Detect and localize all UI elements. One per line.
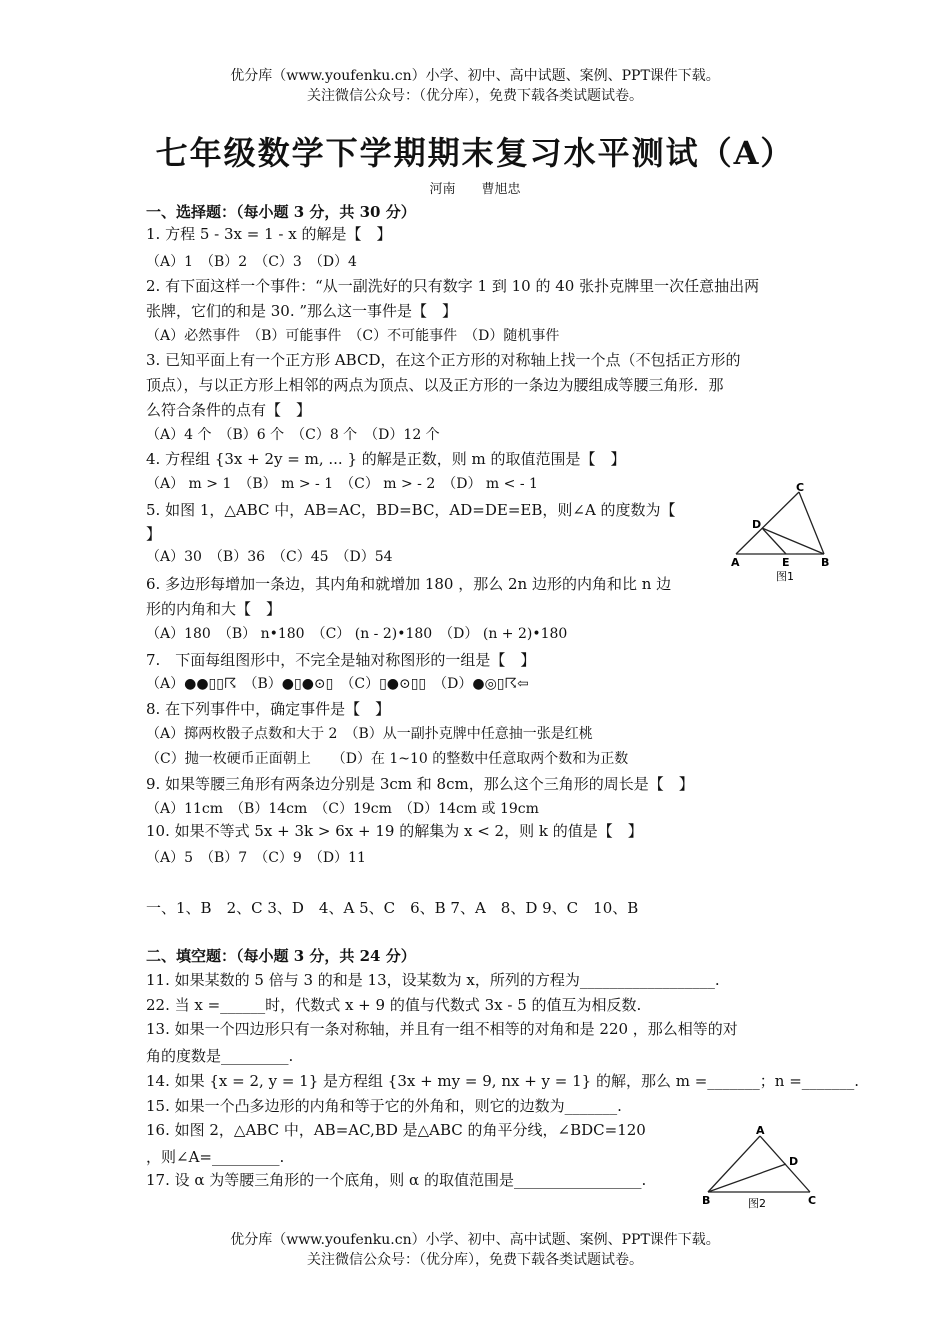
q14: 14. 如果 {x = 2, y = 1} 是方程组 {3x + my = 9, nx + y = 1} 的解，那么 m =_______；n =_______. bbox=[146, 1072, 860, 1090]
q13-line1: 13. 如果一个四边形只有一条对称轴，并且有一组不相等的对角和是 220 ，那么相等的对 bbox=[146, 1020, 738, 1038]
q4-options: （A） m > 1 （B） m > - 1 （C） m > - 2 （D） m < - 1 bbox=[146, 476, 538, 492]
fig2-label-B: B bbox=[702, 1194, 711, 1207]
q2-line2: 张牌，它们的和是 30. ”那么这一事件是【 】 bbox=[146, 302, 458, 320]
q6-line2: 形的内角和大【 】 bbox=[146, 600, 282, 618]
fig2-label-A: A bbox=[756, 1124, 765, 1137]
q3-line1: 3. 已知平面上有一个正方形 ABCD，在这个正方形的对称轴上找一个点（不包括正方形的 bbox=[146, 351, 741, 369]
fig2-label-D: D bbox=[789, 1155, 799, 1168]
q15: 15. 如果一个凸多边形的内角和等于它的外角和，则它的边数为_______. bbox=[146, 1097, 622, 1115]
fig2-side-AB bbox=[708, 1136, 760, 1192]
fig2-label-C: C bbox=[808, 1194, 817, 1207]
section2-heading: 二、填空题：（每小题 3 分，共 24 分） bbox=[146, 947, 416, 965]
fig1-label-B: B bbox=[821, 556, 830, 569]
section1-heading: 一、选择题：（每小题 3 分，共 30 分） bbox=[146, 203, 416, 221]
fig1-label-A: A bbox=[731, 556, 740, 569]
header-line-1: 优分库（www.youfenku.cn）小学、初中、高中试题、案例、PPT课件下载。 bbox=[230, 68, 720, 84]
footer-line-1: 优分库（www.youfenku.cn）小学、初中、高中试题、案例、PPT课件下载。 bbox=[230, 1232, 720, 1248]
figure-2 bbox=[700, 1124, 826, 1214]
q9-options: （A）11cm （B）14cm （C）19cm （D）14cm 或 19cm bbox=[146, 801, 539, 817]
q6-line1: 6. 多边形每增加一条边，其内角和就增加 180 ，那么 2n 边形的内角和比 n 边 bbox=[146, 575, 672, 593]
q7: 7. 下面每组图形中，不完全是轴对称图形的一组是【 】 bbox=[146, 651, 536, 669]
fig1-label-E: E bbox=[782, 556, 790, 569]
q5-line1: 5. 如图 1，△ABC 中，AB=AC，BD=BC，AD=DE=EB，则∠A 的度数为【 bbox=[146, 501, 676, 519]
author: 河南 曹旭忠 bbox=[429, 182, 521, 197]
q5-options: （A）30 （B）36 （C）45 （D）54 bbox=[146, 549, 393, 565]
header-line-2: 关注微信公众号：（优分库），免费下载各类试题试卷。 bbox=[307, 88, 643, 104]
q13-line2: 角的度数是_________. bbox=[146, 1047, 294, 1065]
q10-options: （A）5 （B）7 （C）9 （D）11 bbox=[146, 850, 366, 866]
fig1-seg-DE bbox=[762, 528, 786, 554]
q3-line2: 顶点），与以正方形上相邻的两点为顶点、以及正方形的一条边为腰组成等腰三角形．那 bbox=[146, 376, 724, 394]
q9: 9. 如果等腰三角形有两条边分别是 3cm 和 8cm，那么这个三角形的周长是【 】 bbox=[146, 775, 694, 793]
q6-options: （A）180 （B） n•180 （C） (n - 2)•180 （D） (n + 2)•180 bbox=[146, 626, 568, 642]
fig2-bisector-BD bbox=[708, 1164, 786, 1192]
q3-line3: 么符合条件的点有【 】 bbox=[146, 401, 312, 419]
footer-line-2: 关注微信公众号：（优分库），免费下载各类试题试卷。 bbox=[307, 1252, 643, 1268]
q11: 11. 如果某数的 5 倍与 3 的和是 13，设某数为 x，所列的方程为__________________. bbox=[146, 971, 720, 989]
q8: 8. 在下列事件中，确定事件是【 】 bbox=[146, 700, 391, 718]
figure-1 bbox=[726, 482, 836, 588]
answer-key: 一、1、B 2、C 3、D 4、A 5、C 6、B 7、A 8、D 9、C 10、B bbox=[146, 899, 639, 917]
q2-options: （A）必然事件 （B）可能事件 （C）不可能事件 （D）随机事件 bbox=[146, 328, 560, 344]
q8-options-row2: （C）抛一枚硬币正面朝上 （D）在 1~10 的整数中任意取两个数和为正数 bbox=[146, 751, 629, 767]
q16-line2: ，则∠A=_________. bbox=[146, 1148, 285, 1166]
page-title: 七年级数学下学期期末复习水平测试（A） bbox=[155, 134, 795, 172]
fig1-side-AC bbox=[736, 492, 799, 554]
q5-line2: 】 bbox=[146, 525, 162, 543]
fig2-caption: 图2 bbox=[748, 1197, 766, 1210]
q10: 10. 如果不等式 5x + 3k > 6x + 19 的解集为 x < 2，则 k 的值是【 】 bbox=[146, 822, 643, 840]
q16-line1: 16. 如图 2，△ABC 中，AB=AC,BD 是△ABC 的角平分线，∠BDC=120 bbox=[146, 1121, 646, 1139]
q1: 1. 方程 5 - 3x = 1 - x 的解是【 】 bbox=[146, 225, 392, 243]
q3-options: （A）4 个 （B）6 个 （C）8 个 （D）12 个 bbox=[146, 427, 440, 443]
q4: 4. 方程组 {3x + 2y = m, ... } 的解是正数，则 m 的取值范围是【 】 bbox=[146, 450, 626, 468]
fig1-label-D: D bbox=[752, 518, 762, 531]
q7-options: （A）●●▯▯☈ （B）●▯●⊙▯ （C）▯●⊙▯▯ （D）●◎▯☈⇦ bbox=[146, 676, 529, 692]
q2-line1: 2. 有下面这样一个事件：“从一副洗好的只有数字 1 到 10 的 40 张扑克牌里一次任意抽出两 bbox=[146, 277, 760, 295]
q8-options-row1: （A）掷两枚骰子点数和大于 2 （B）从一副扑克牌中任意抽一张是红桃 bbox=[146, 726, 593, 742]
fig1-label-C: C bbox=[796, 482, 805, 494]
q12: 22. 当 x =______时，代数式 x + 9 的值与代数式 3x - 5 的值互为相反数. bbox=[146, 996, 642, 1014]
q1-options: （A）1 （B）2 （C）3 （D）4 bbox=[146, 254, 357, 270]
fig1-caption: 图1 bbox=[776, 570, 794, 583]
q17: 17. 设 α 为等腰三角形的一个底角，则 α 的取值范围是_________________. bbox=[146, 1171, 647, 1189]
